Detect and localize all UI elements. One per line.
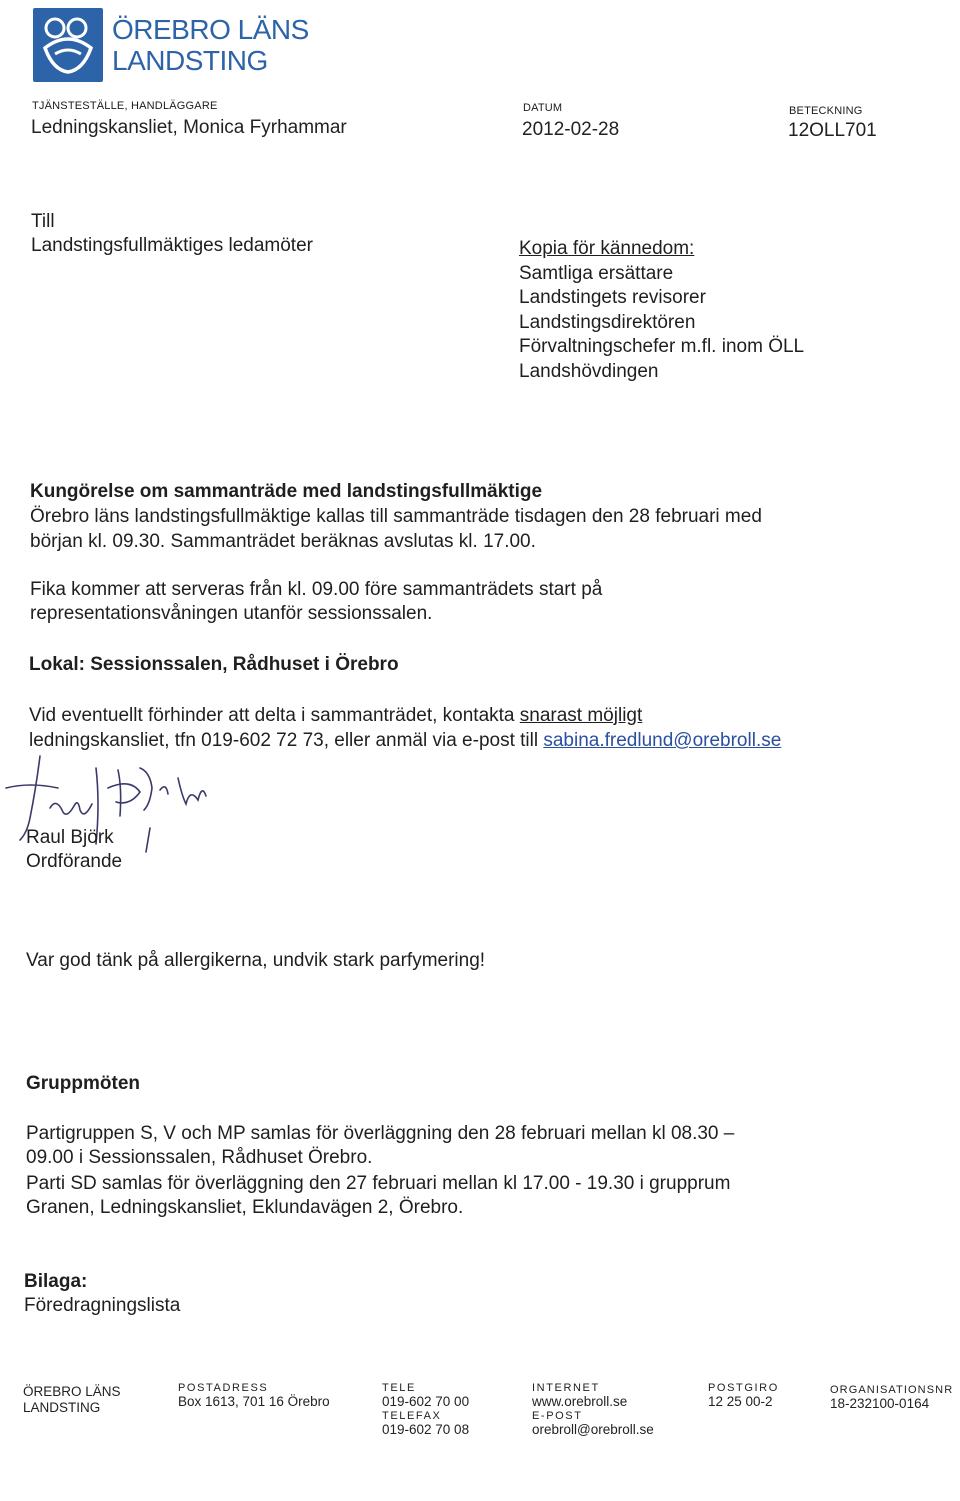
signer-title: Ordförande [26,851,123,872]
footer-postadress-label: POSTADRESS [178,1382,269,1394]
footer-telefax-label: TELEFAX [382,1410,442,1422]
logo-line-1: ÖREBRO LÄNS [112,14,309,45]
logo-wordmark [112,14,309,76]
footer-internet [532,1382,654,1438]
beteckning-label: BETECKNING [789,105,863,117]
footer-tele-value: 019-602 70 00 [382,1394,470,1409]
datum-label: DATUM [523,102,563,114]
footer-org-line-2: LANDSTING [23,1400,101,1415]
copy-block [519,237,804,384]
to-recipients: Landstingsfullmäktiges ledamöter [31,235,313,256]
group-line-1: Partigruppen S, V och MP samlas för överläggning den 28 februari mellan kl 08.30 – [26,1123,735,1144]
contact-email-link[interactable]: sabina.fredlund@orebroll.se [543,730,782,751]
footer-postgiro [708,1382,779,1410]
footer-postgiro-value: 12 25 00-2 [708,1394,773,1409]
footer-orgnr-value: 18-232100-0164 [830,1396,930,1411]
footer-postadress-value: Box 1613, 701 16 Örebro [178,1394,330,1409]
group-line-4: Granen, Ledningskansliet, Eklundavägen 2, Örebro. [26,1197,464,1218]
group-line-3: Parti SD samlas för överläggning den 27 februari mellan kl 17.00 - 19.30 i grupprum [26,1173,731,1194]
footer-tele-label: TELE [382,1382,416,1394]
contact-line-1 [29,704,642,729]
footer-internet-label: INTERNET [532,1382,600,1394]
footer-org [23,1384,121,1416]
logo-line-2: LANDSTING [112,45,268,76]
footer-website-link[interactable]: www.orebroll.se [532,1394,628,1409]
copy-item: Förvaltningschefer m.fl. inom ÖLL [519,336,805,357]
intro-line-2: början kl. 09.30. Sammanträdet beräknas avslutas kl. 17.00. [30,531,536,552]
to-label: Till [31,211,55,232]
bilaga-heading: Bilaga: [24,1271,88,1292]
group-heading: Gruppmöten [26,1073,140,1094]
allergy-notice: Var god tänk på allergikerna, undvik stark parfymering! [26,950,486,971]
footer-orgnr-label: ORGANISATIONSNR [830,1384,954,1396]
fika-line-1: Fika kommer att serveras från kl. 09.00 före sammanträdets start på [30,579,603,600]
handlaggare-value: Ledningskansliet, Monica Fyrhammar [31,117,347,138]
beteckning-value: 12OLL701 [788,120,877,141]
copy-item: Landstingsdirektören [519,311,696,333]
copy-item: Samtliga ersättare [519,262,674,284]
bilaga-value: Föredragningslista [24,1295,181,1316]
contact-text: ledningskansliet, tfn 019-602 72 73, eller anmäl via e-post till [29,730,544,751]
footer-postgiro-label: POSTGIRO [708,1382,779,1394]
intro-line-1: Örebro läns landstingsfullmäktige kallas till sammanträde tisdagen den 28 februari med [30,506,762,527]
footer-telefax-value: 019-602 70 08 [382,1422,470,1437]
contact-emphasis: snarast möjligt [519,705,643,726]
copy-item: Landshövdingen [519,360,659,382]
footer-epost-label: E-POST [532,1410,583,1422]
footer-org-line-1: ÖREBRO LÄNS [23,1384,121,1399]
footer-email-link[interactable]: orebroll@orebroll.se [532,1422,654,1437]
contact-text: Vid eventuellt förhinder att delta i sammanträdet, kontakta [29,705,520,726]
copy-item: Landstingets revisorer [519,287,706,308]
footer-orgnr [830,1384,953,1412]
group-line-2: 09.00 i Sessionssalen, Rådhuset Örebro. [26,1147,373,1168]
signer-name: Raul Björk [26,827,114,848]
logo-figure-icon [33,8,103,82]
footer-phone [382,1382,469,1438]
handlaggare-label: TJÄNSTESTÄLLE, HANDLÄGGARE [32,100,218,112]
datum-value: 2012-02-28 [522,119,620,140]
copy-heading: Kopia för kännedom: [519,238,695,259]
lokal-line: Lokal: Sessionssalen, Rådhuset i Örebro [29,654,399,675]
landsting-logo-mark [33,8,103,82]
footer-postadress [178,1382,330,1410]
fika-line-2: representationsvåningen utanför sessionssalen. [30,603,433,624]
announcement-title: Kungörelse om sammanträde med landstingsfullmäktige [30,481,543,502]
